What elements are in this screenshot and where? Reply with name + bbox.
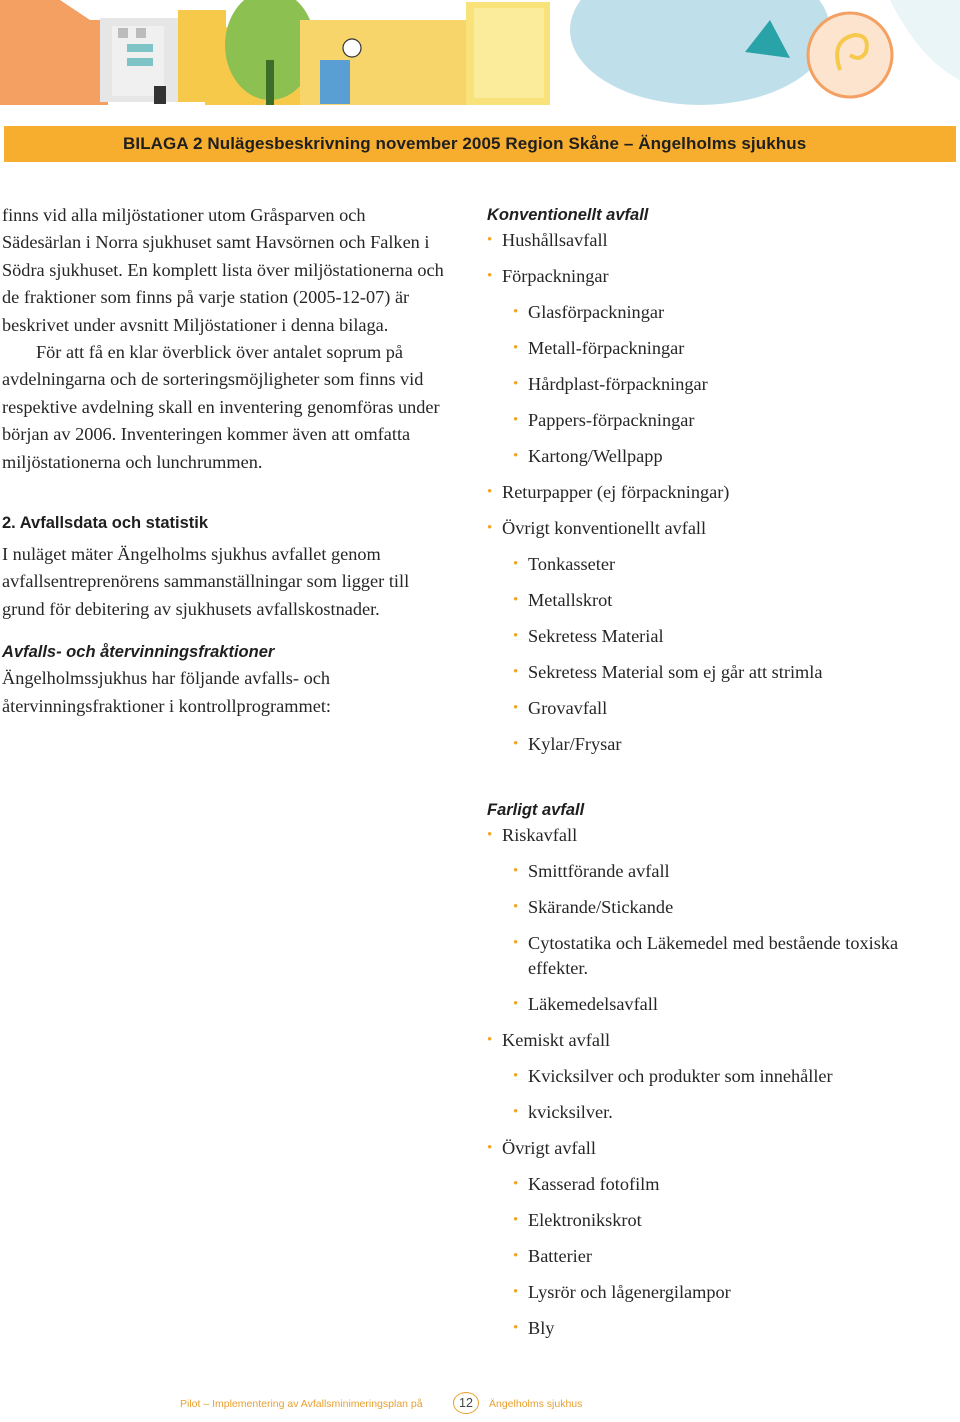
list-item: • Lysrör och lågenergilampor (487, 1280, 937, 1305)
left-column (2, 202, 447, 720)
list-item: • Kemiskt avfall (487, 1028, 937, 1053)
right-column (487, 202, 937, 1352)
list-item: • Bly (487, 1316, 937, 1341)
konventionellt-list (487, 228, 937, 757)
header-illustration (0, 0, 960, 105)
list-item: • Smittförande avfall (487, 859, 937, 884)
list-item: • Metall-förpackningar (487, 336, 937, 361)
paragraph-3: I nuläget mäter Ängelholms sjukhus avfallet genom avfallsentreprenörens sammanställningar som ligger till grund för debitering av sjukhusets avfallskostnader. (2, 544, 410, 619)
list-item: • Kartong/Wellpapp (487, 444, 937, 469)
list-item: • Batterier (487, 1244, 937, 1269)
list-item: • Elektronikskrot (487, 1208, 937, 1233)
list-item: • Cytostatika och Läkemedel med bestående toxiska effekter. (487, 931, 937, 981)
list-item: • Skärande/Stickande (487, 895, 937, 920)
paragraph-2: För att få en klar överblick över antalet soprum på avdelningarna och de sorteringsmöjligheter som finns vid respektive avdelning skall en inventering genomföras under början av 2006. Inventeringen kommer även att omfatta miljöstationerna och lunchrummen. (2, 342, 440, 472)
section-heading: 2. Avfallsdata och statistik (2, 514, 209, 533)
list-item: • Tonkasseter (487, 552, 937, 577)
list-item: • Övrigt konventionellt avfall (487, 516, 937, 541)
list-item: • Förpackningar (487, 264, 937, 289)
list-item: • Sekretess Material (487, 624, 937, 649)
list-item: • Sekretess Material som ej går att strimla (487, 660, 937, 685)
farligt-list (487, 823, 937, 1341)
list-item: • Kvicksilver och produkter som innehåller (487, 1064, 937, 1089)
list-item: • Metallskrot (487, 588, 937, 613)
konventionellt-heading: Konventionellt avfall (487, 206, 649, 224)
subheading: Avfalls- och återvinningsfraktioner (2, 643, 275, 662)
paragraph-1: finns vid alla miljöstationer utom Gråsparven och Sädesärlan i Norra sjukhuset samt Havsörnen och Falken i Södra sjukhuset. En komplett lista över miljöstationerna och de fraktioner som finns på varje station (2005-12-07) är beskrivet under avsnitt Miljöstationer i denna bilaga. (2, 205, 444, 335)
list-item: • Kylar/Frysar (487, 732, 937, 757)
list-item: • Hårdplast-förpackningar (487, 372, 937, 397)
banner-title: BILAGA 2 Nulägesbeskrivning november 2005 Region Skåne – Ängelholms sjukhus (123, 134, 807, 153)
list-item: • Läkemedelsavfall (487, 992, 937, 1017)
footer-right-text: Ängelholms sjukhus (489, 1398, 583, 1410)
list-item: • Glasförpackningar (487, 300, 937, 325)
list-item: • Hushållsavfall (487, 228, 937, 253)
list-item: • Riskavfall (487, 823, 937, 848)
list-item: • kvicksilver. (487, 1100, 937, 1125)
footer-left-text: Pilot – Implementering av Avfallsminimeringsplan på (180, 1398, 423, 1410)
list-item: • Grovavfall (487, 696, 937, 721)
page-number: 12 (453, 1392, 479, 1414)
list-item: • Pappers-förpackningar (487, 408, 937, 433)
list-item: • Övrigt avfall (487, 1136, 937, 1161)
list-item: • Returpapper (ej förpackningar) (487, 480, 937, 505)
list-item: • Kasserad fotofilm (487, 1172, 937, 1197)
header-banner (4, 126, 956, 162)
paragraph-4: Ängelholmssjukhus har följande avfalls- och återvinningsfraktioner i kontrollprogrammet: (2, 668, 331, 716)
page-footer (0, 1392, 960, 1416)
farligt-heading: Farligt avfall (487, 801, 585, 819)
